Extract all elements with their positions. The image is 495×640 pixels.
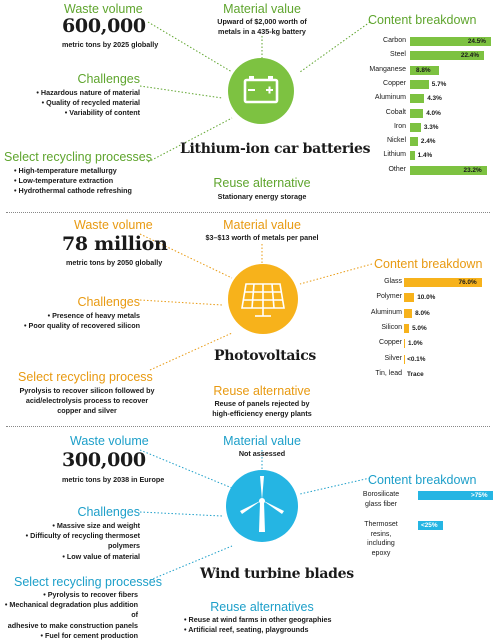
bar-value: 24.5% — [467, 38, 486, 45]
list-item: • Massive size and weight — [52, 521, 140, 530]
battery-waste-number: 600,000 — [62, 15, 146, 37]
list-item: • Poor quality of recovered silicon — [24, 321, 140, 331]
wind-breakdown-heading: Content breakdown — [368, 473, 477, 487]
battery-waste-sub: metric tons by 2025 globally — [62, 40, 159, 49]
wind-turbine-icon — [226, 470, 298, 542]
bar-value: 5.0% — [412, 324, 427, 332]
battery-breakdown-heading: Content breakdown — [368, 13, 477, 27]
battery-material-text: Upward of $2,000 worth of metals in a 435-kg battery — [217, 17, 307, 37]
list-item: • Quality of recycled material — [41, 98, 140, 108]
list-item: • Mechanical degradation plus addition of — [4, 600, 138, 620]
solar-waste-heading: Waste volume — [74, 218, 153, 232]
bar — [410, 123, 421, 132]
bar-value: 22.4% — [460, 52, 480, 60]
battery-reuse-heading: Reuse alternative — [213, 176, 311, 190]
battery-challenges-heading: Challenges — [77, 72, 140, 86]
list-item: • Reuse at wind farms in other geographies — [184, 615, 332, 624]
bar-label: Aluminum — [374, 94, 406, 102]
battery-processes-list — [14, 166, 132, 197]
solar-processes-text: Pyrolysis to recover silicon followed by acid/electrolysis process to recover copper and silver — [19, 386, 155, 416]
bar-label-line: Thermoset — [364, 521, 398, 528]
wind-processes-heading: Select recycling processes — [14, 575, 162, 589]
bar-value: 8.8% — [416, 66, 431, 74]
bar-value: <25% — [421, 522, 438, 529]
wind-challenges-heading: Challenges — [77, 505, 140, 519]
bar-label: Silicon — [381, 323, 402, 331]
bar-label-line: resins, — [370, 530, 392, 538]
wind-circle — [226, 470, 298, 542]
bar — [404, 293, 414, 302]
list-item: • Artificial reef, seating, playgrounds — [184, 625, 309, 635]
bar-label: Copper — [379, 339, 402, 347]
list-item: • Hazardous nature of material — [36, 88, 140, 97]
bar-label: Lithium — [383, 151, 406, 159]
bar-value: 76.0% — [458, 279, 477, 286]
section-divider — [6, 212, 490, 213]
wind-title: Wind turbine blades — [200, 566, 354, 582]
solar-circle — [228, 264, 298, 334]
bar — [404, 309, 412, 318]
bar-value: 4.0% — [426, 109, 441, 117]
wind-waste-sub: metric tons by 2038 in Europe — [62, 475, 165, 484]
solar-challenges-list — [0, 311, 140, 331]
bar-label-line: including — [367, 540, 395, 547]
wind-reuse-heading: Reuse alternatives — [210, 600, 314, 614]
list-item: • Pyrolysis to recover fibers — [43, 590, 138, 599]
wind-material-heading: Material value — [223, 434, 301, 448]
battery-waste-heading: Waste volume — [64, 2, 143, 16]
bar — [404, 339, 405, 348]
bar-value: 8.0% — [415, 309, 430, 317]
bar-value: <0.1% — [407, 355, 426, 363]
wind-challenges-list — [0, 521, 140, 562]
bar-value: 1.4% — [417, 152, 433, 160]
list-item: • Difficulty of recycling thermoset polymers — [25, 531, 140, 551]
bar-value: 4.3% — [427, 95, 442, 103]
wind-material-text: Not assessed — [238, 449, 286, 458]
bar — [410, 94, 424, 103]
solar-reuse-text: Reuse of panels rejected by high-efficiency energy plants — [212, 399, 312, 419]
list-item: • Low value of material — [62, 551, 140, 561]
bar-label — [346, 490, 416, 509]
wind-waste-number: 300,000 — [62, 449, 146, 471]
solar-breakdown-heading: Content breakdown — [374, 257, 483, 271]
battery-challenges-list — [0, 88, 140, 119]
bar-label: Cobalt — [385, 108, 406, 116]
list-item: • Presence of heavy metals — [47, 311, 140, 320]
solar-processes-heading: Select recycling process — [18, 370, 153, 384]
bar-label: Tin, lead — [375, 369, 402, 377]
bar-label: Copper — [383, 79, 406, 87]
list-item: • Low-temperature extraction — [14, 176, 114, 186]
bar-label — [346, 520, 416, 558]
bar-value: 23.2% — [463, 166, 482, 174]
battery-title: Lithium-ion car batteries — [180, 141, 371, 157]
bar-value: 2.4% — [420, 138, 436, 146]
solar-panel-icon — [228, 264, 298, 334]
list-item: • Variability of content — [64, 108, 140, 118]
solar-title: Photovoltaics — [214, 348, 317, 364]
list-item: • High-temperature metallurgy — [14, 166, 117, 175]
bar — [410, 109, 423, 118]
bar-value: 3.3% — [423, 123, 439, 131]
bar — [410, 151, 415, 160]
battery-processes-heading: Select recycling processes — [4, 150, 152, 164]
solar-waste-number: 78 million — [62, 233, 168, 255]
list-item: • Hydrothermal cathode refreshing — [14, 186, 132, 196]
bar — [404, 355, 405, 364]
list-item: adhesive to make construction panels — [7, 620, 138, 630]
wind-processes-list — [0, 590, 138, 640]
bar-label: Other — [388, 165, 406, 173]
battery-reuse-text: Stationary energy storage — [217, 192, 307, 201]
solar-challenges-heading: Challenges — [77, 295, 140, 309]
section-divider — [6, 426, 490, 427]
list-item: • Fuel for cement production — [40, 630, 138, 640]
bar-label-line: epoxy — [371, 549, 391, 557]
bar-value: 5.7% — [431, 80, 447, 88]
bar-label: Silver — [384, 354, 402, 362]
bar-value: 10.0% — [417, 294, 436, 302]
battery-circle — [228, 58, 294, 124]
bar-label: Carbon — [383, 37, 406, 44]
solar-waste-sub: metric tons by 2050 globally — [66, 258, 163, 267]
bar-label: Nickel — [386, 137, 406, 145]
bar-label: Glass — [384, 278, 402, 285]
solar-reuse-heading: Reuse alternative — [213, 384, 311, 398]
solar-material-text: $3–$13 worth of metals per panel — [205, 233, 319, 242]
bar — [404, 324, 409, 333]
bar-label: Polymer — [376, 293, 402, 301]
wind-waste-heading: Waste volume — [70, 434, 149, 448]
battery-material-heading: Material value — [223, 2, 301, 16]
bar — [410, 137, 418, 146]
wind-reuse-list — [184, 615, 364, 635]
bar-value: 1.0% — [408, 340, 423, 348]
bar-label: Iron — [393, 122, 406, 130]
bar-label-line: glass fiber — [365, 500, 397, 508]
bar — [410, 80, 429, 89]
bar-label: Aluminum — [370, 308, 402, 316]
bar-value: Trace — [407, 370, 424, 378]
bar-label: Steel — [390, 51, 406, 59]
solar-material-heading: Material value — [223, 218, 301, 232]
car-battery-icon — [228, 58, 294, 124]
bar-label-line: Borosilicate — [362, 491, 400, 498]
bar-value: >75% — [471, 492, 488, 499]
bar-label: Manganese — [369, 65, 406, 73]
